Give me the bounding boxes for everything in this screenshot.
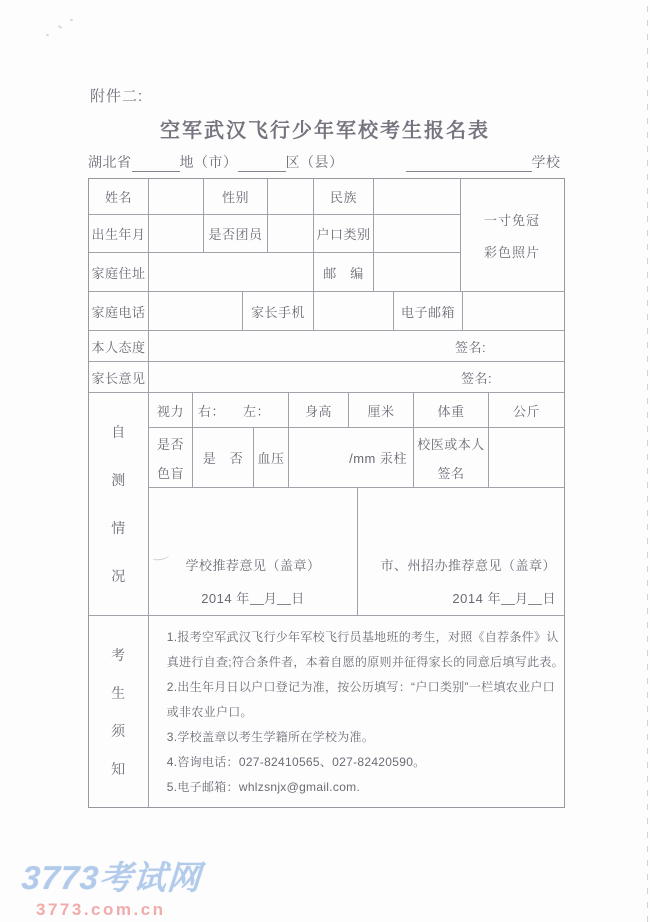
birth-field: [149, 215, 204, 253]
selftest-vertical-label: 自 测 情 况: [89, 393, 149, 616]
city-opinion-date: 2014 年 月 日: [452, 591, 556, 606]
scan-speckle: [70, 18, 74, 21]
note-line: 或非农业户口。: [166, 705, 253, 719]
blood-pressure-unit: /mm 汞柱: [289, 428, 414, 488]
city-opinion-cell: [358, 488, 564, 616]
contact-section: [89, 292, 564, 331]
home-phone-field: [149, 292, 243, 331]
vision-field: [193, 393, 289, 428]
watermark: [22, 852, 201, 920]
school-opinion-date: 2014 年 月 日: [201, 591, 305, 606]
school-opinion-cell: [149, 488, 358, 616]
notes-text: [149, 616, 564, 807]
province-blank-line: [132, 156, 180, 172]
doctor-signature-label: 校医或本人 签名: [414, 428, 489, 488]
notes-section: [89, 616, 564, 807]
city-blank-line: [238, 156, 286, 172]
parent-mobile-label: 家长手机: [243, 292, 314, 331]
hukou-label: 户口类别: [314, 215, 374, 253]
photo-box-line1: 一寸免冠: [483, 212, 540, 228]
identity-section: [89, 179, 564, 292]
birth-label: 出生年月: [89, 215, 149, 253]
home-phone-label: 家庭电话: [89, 292, 149, 331]
county-label: 区（县）: [285, 154, 344, 170]
vision-right-label: 右：: [198, 403, 226, 419]
attitude-section: [89, 331, 564, 393]
self-attitude-label: 本人态度: [89, 331, 149, 362]
league-field: [268, 215, 314, 253]
signature-label: 签名:: [455, 339, 487, 355]
application-table: [88, 178, 565, 808]
note-line: 3.学校盖章以考生学籍所在学校为准。: [166, 730, 375, 744]
doctor-signature-field: [489, 428, 564, 488]
postcode-label: 邮 编: [314, 253, 374, 292]
note-line: 5.电子邮箱：whlzsnjx@gmail.com.: [166, 780, 361, 794]
parent-mobile-field: [314, 292, 394, 331]
scan-speckle: [46, 33, 50, 36]
note-line: 1.报考空军武汉飞行少年军校飞行员基地班的考生，对照《自荐条件》认: [166, 630, 559, 644]
blood-pressure-label: 血压: [254, 428, 289, 488]
email-field: [463, 292, 564, 331]
height-unit-cm: 厘米: [349, 393, 414, 428]
height-label: 身高: [289, 393, 349, 428]
watermark-site-name: 3773考试网: [20, 859, 203, 896]
ethnic-field: [374, 179, 461, 215]
address-field: [149, 253, 314, 292]
province-label: 湖北省: [88, 154, 132, 170]
notes-vertical-label: 考 生 须 知: [89, 616, 149, 807]
email-label: 电子邮箱: [394, 292, 463, 331]
school-blank-line: [406, 156, 532, 172]
photo-box: [460, 179, 564, 292]
gender-label: 性别: [204, 179, 268, 215]
scan-speckle: [58, 25, 62, 29]
region-line: [88, 152, 565, 172]
city-label: 地（市）: [179, 154, 238, 170]
vision-left-label: 左：: [243, 403, 271, 419]
attachment-label: 附件二:: [90, 88, 144, 105]
school-opinion-label: 学校推荐意见（盖章）: [185, 558, 321, 573]
watermark-site-url: 3773.com.cn: [36, 900, 166, 919]
colorblind-yesno-field: 是 否: [193, 428, 254, 488]
school-label: 学校: [531, 154, 561, 170]
vision-label: 视力: [149, 393, 193, 428]
form-title: 空军武汉飞行少年军校考生报名表: [160, 120, 490, 142]
weight-unit-kg: 公斤: [489, 393, 564, 428]
ethnic-label: 民族: [314, 179, 374, 215]
parent-opinion-field: [149, 362, 564, 393]
city-opinion-label: 市、州招办推荐意见（盖章）: [380, 558, 556, 573]
selftest-section: [89, 393, 564, 616]
parent-opinion-label: 家长意见: [89, 362, 149, 393]
note-line: 4.咨询电话：027-82410565、027-82420590。: [166, 755, 426, 769]
note-line: 2.出生年月日以户口登记为准，按公历填写：“户口类别”一栏填农业户口: [166, 680, 555, 694]
signature-label: 签名:: [461, 370, 493, 386]
photo-box-line2: 彩色照片: [483, 244, 540, 260]
name-field: [149, 179, 204, 215]
note-line: 真进行自查;符合条件者，本着自愿的原则并征得家长的同意后填写此表。: [166, 655, 564, 669]
hukou-field: [374, 215, 461, 253]
weight-label: 体重: [414, 393, 489, 428]
name-label: 姓名: [89, 179, 149, 215]
address-label: 家庭住址: [89, 253, 149, 292]
league-label: 是否团员: [204, 215, 268, 253]
scan-edge-artifact: [647, 6, 648, 922]
colorblind-label: 是否 色盲: [149, 428, 193, 488]
postcode-field: [374, 253, 461, 292]
gender-field: [268, 179, 314, 215]
self-attitude-field: [149, 331, 564, 362]
